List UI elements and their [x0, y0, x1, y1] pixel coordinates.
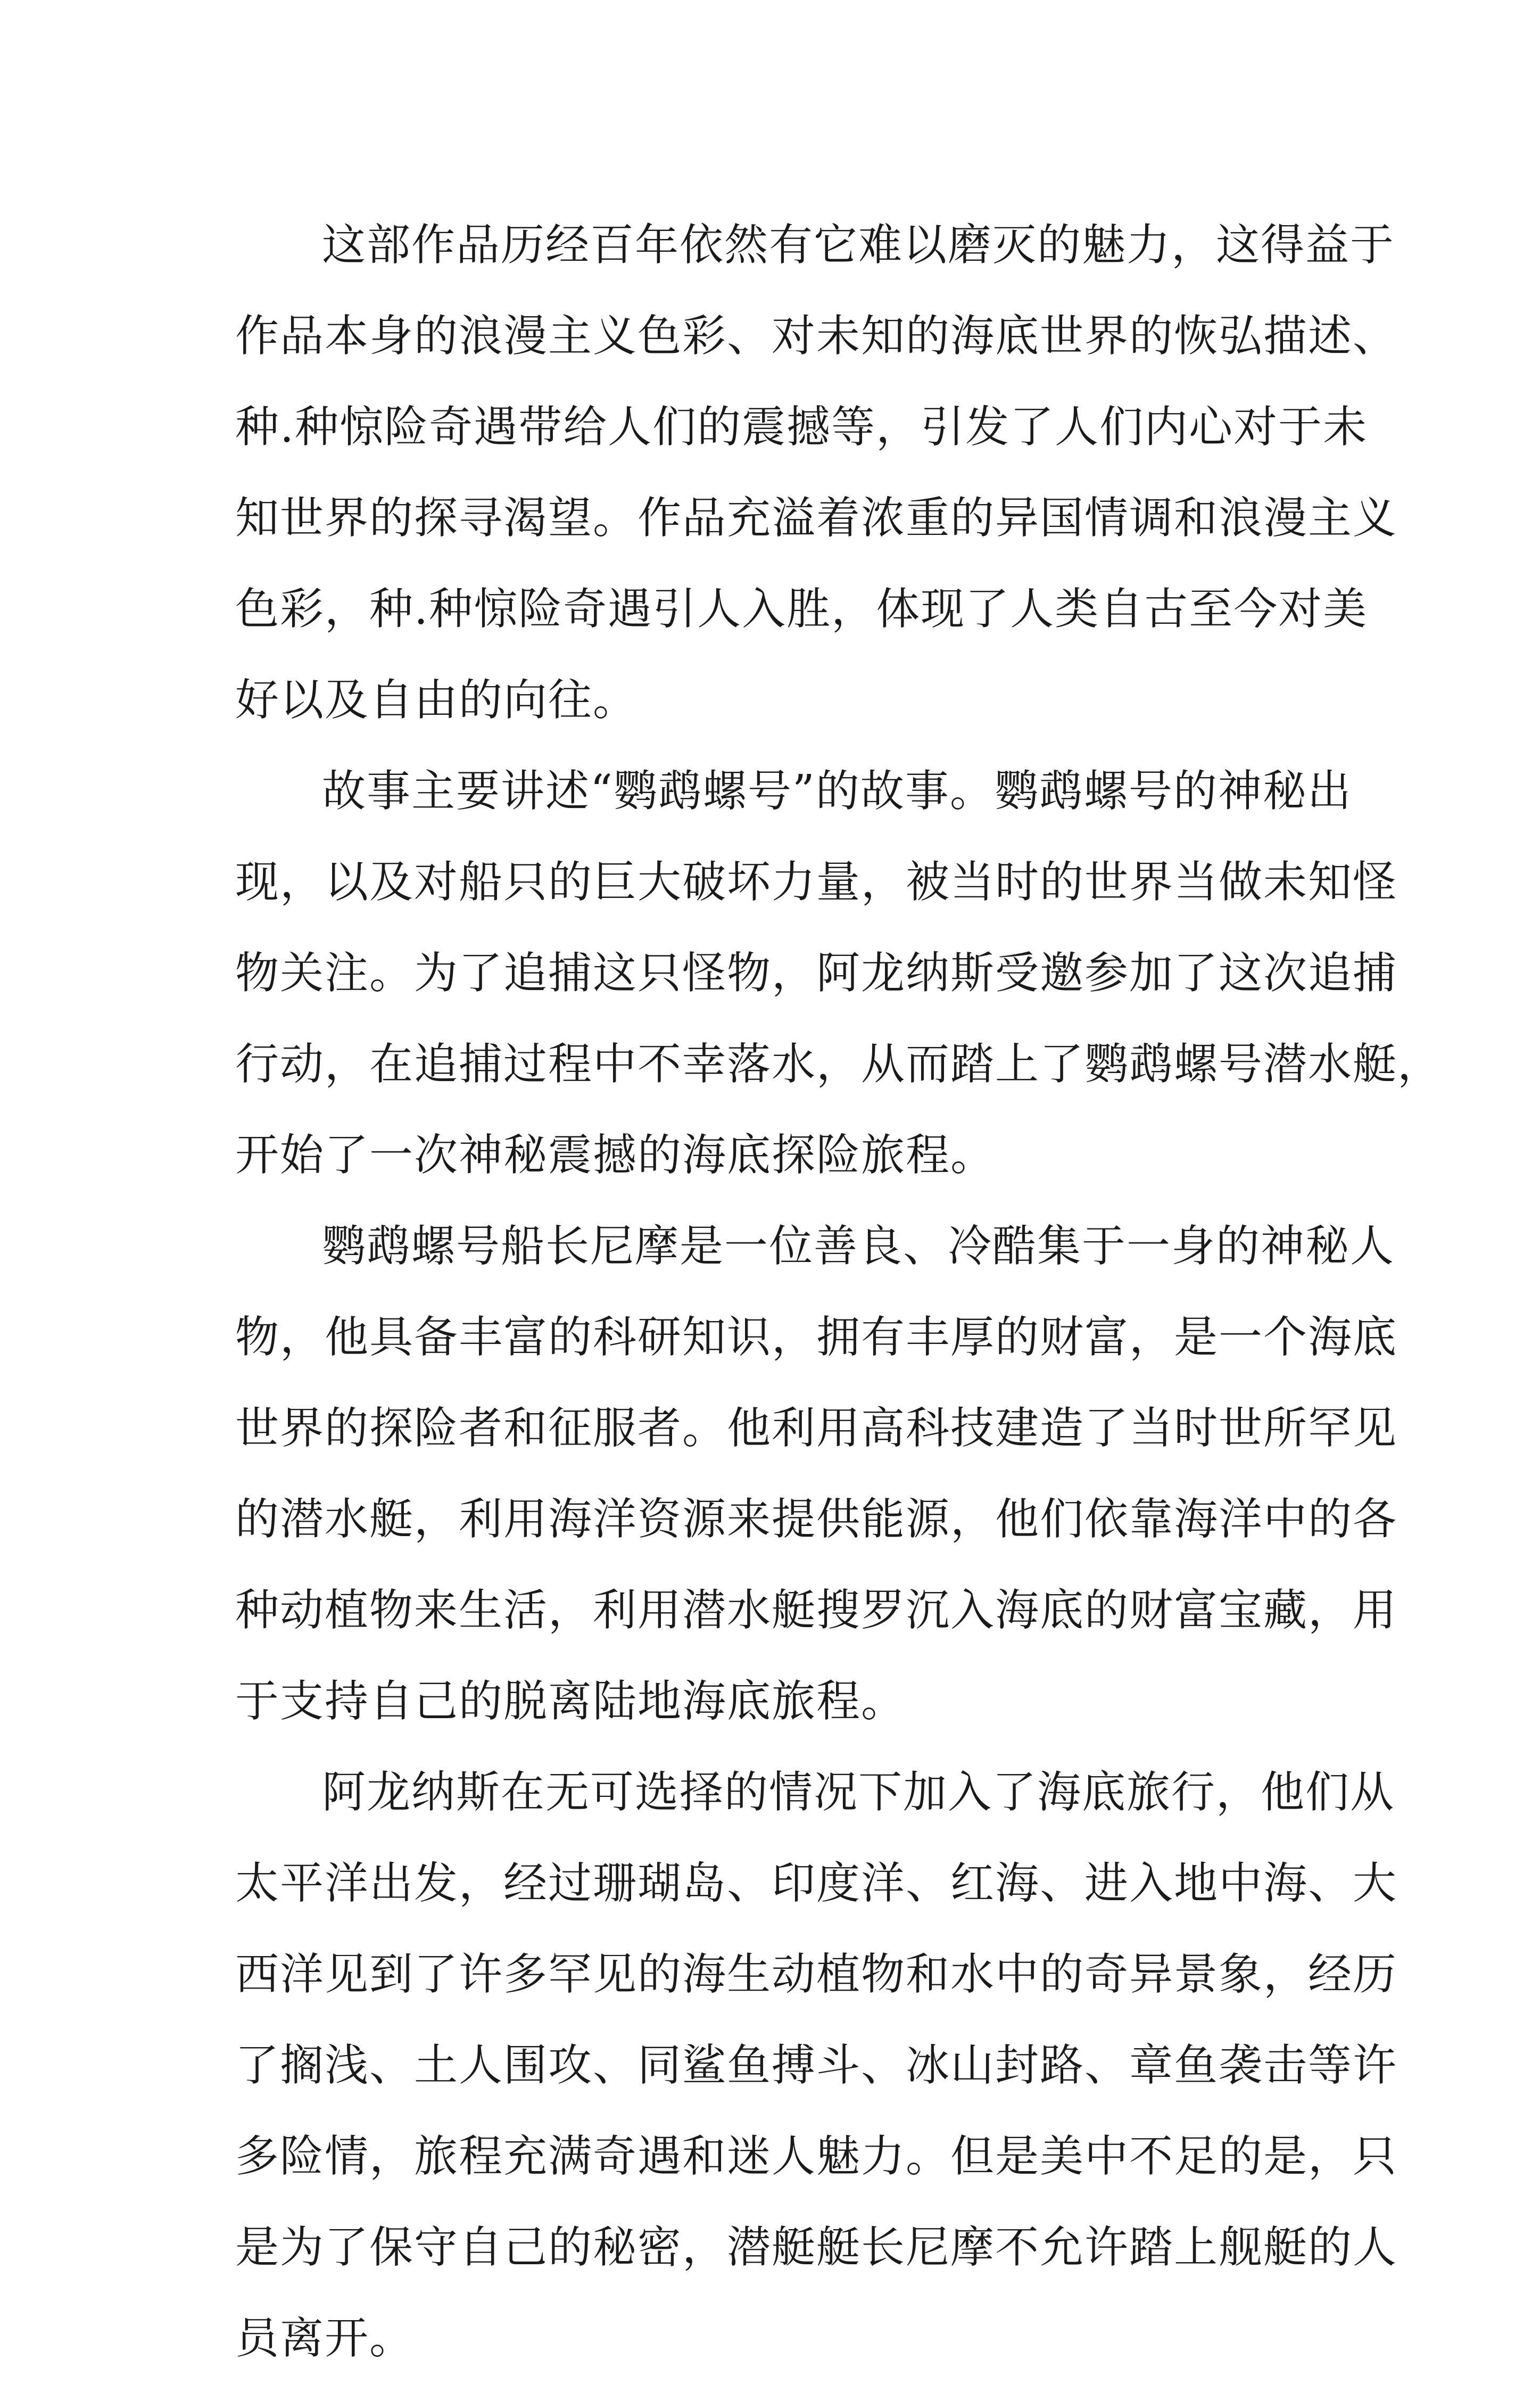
text-line: 作品本身的浪漫主义色彩、对未知的海底世界的恢弘描述、	[235, 311, 1398, 361]
text-line: 了搁浅、土人围攻、同鲨鱼搏斗、冰山封路、章鱼袭击等许	[235, 2040, 1398, 2091]
text-line: 故事主要讲述“鹦鹉螺号”的故事。鹦鹉螺号的神秘出	[322, 766, 1352, 816]
text-line: 现，以及对船只的巨大破坏力量，被当时的世界当做未知怪	[235, 857, 1398, 908]
text-line: 种动植物来生活，利用潜水艇搜罗沉入海底的财富宝藏，用	[235, 1585, 1398, 1636]
text-line: 知世界的探寻渴望。作品充溢着浓重的异国情调和浪漫主义	[235, 493, 1398, 543]
text-line: 种.种惊险奇遇带给人们的震撼等，引发了人们内心对于未	[235, 402, 1368, 452]
text-line: 物，他具备丰富的科研知识，拥有丰厚的财富，是一个海底	[235, 1312, 1398, 1363]
text-line: 色彩，种.种惊险奇遇引人入胜，体现了人类自古至今对美	[235, 584, 1368, 634]
text-line: 是为了保守自己的秘密，潜艇艇长尼摩不允许踏上舰艇的人	[235, 2222, 1398, 2273]
text-line: 这部作品历经百年依然有它难以磨灭的魅力，这得益于	[322, 220, 1395, 270]
text-line: 太平洋出发，经过珊瑚岛、印度洋、红海、进入地中海、大	[235, 1858, 1398, 1909]
text-line: 行动，在追捕过程中不幸落水，从而踏上了鹦鹉螺号潜水艇，	[235, 1039, 1443, 1090]
text-line: 多险情，旅程充满奇遇和迷人魅力。但是美中不足的是，只	[235, 2131, 1398, 2182]
text-line: 的潜水艇，利用海洋资源来提供能源，他们依靠海洋中的各	[235, 1494, 1398, 1545]
paragraph-2	[235, 746, 1443, 1201]
text-line: 于支持自己的脱离陆地海底旅程。	[235, 1676, 906, 1727]
paragraph-1	[235, 200, 1398, 746]
text-line: 好以及自由的向往。	[235, 675, 638, 725]
text-line: 阿龙纳斯在无可选择的情况下加入了海底旅行，他们从	[322, 1767, 1395, 1818]
text-line: 员离开。	[235, 2313, 415, 2364]
paragraph-3	[235, 1201, 1398, 1747]
paragraph-4	[235, 1747, 1398, 2384]
document-body	[235, 200, 1443, 2384]
text-line: 西洋见到了许多罕见的海生动植物和水中的奇异景象，经历	[235, 1949, 1398, 2000]
text-line: 开始了一次神秘震撼的海底探险旅程。	[235, 1130, 996, 1181]
text-line: 物关注。为了追捕这只怪物，阿龙纳斯受邀参加了这次追捕	[235, 948, 1398, 999]
text-line: 世界的探险者和征服者。他利用高科技建造了当时世所罕见	[235, 1403, 1398, 1454]
text-line: 鹦鹉螺号船长尼摩是一位善良、冷酷集于一身的神秘人	[322, 1221, 1395, 1272]
